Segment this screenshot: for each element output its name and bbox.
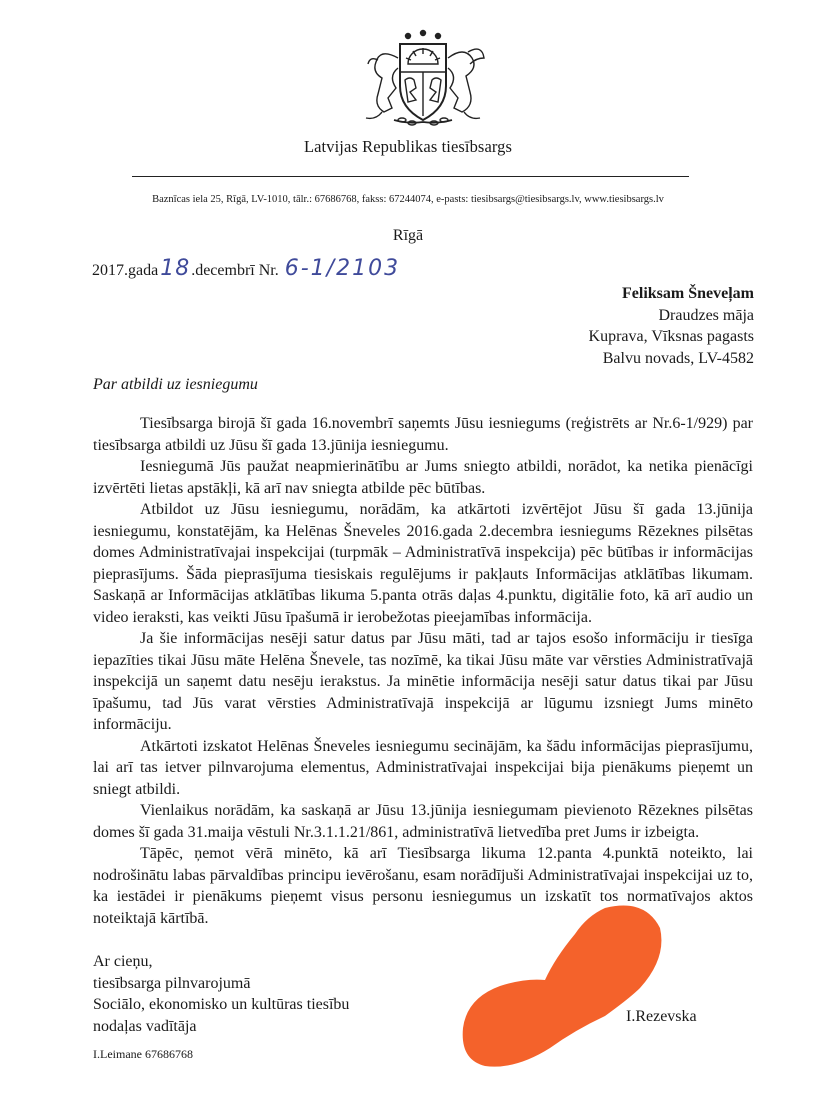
recipient-address-line: Balvu novads, LV-4582: [602, 349, 754, 367]
handwritten-reference-number: 6-1/2103: [284, 256, 401, 281]
recipient-address: [589, 283, 754, 369]
date-year: 2017.gada: [92, 262, 159, 279]
organization-name: Latvijas Republikas tiesībsargs: [303, 137, 513, 156]
letter-subject: Par atbildi uz iesniegumu: [93, 376, 258, 393]
organization-contact-line: Baznīcas iela 25, Rīgā, LV-1010, tālr.: 67686768, fakss: 67244074, e-pasts: tiesibsargs@tiesibsargs.lv, www.tiesibsargs.lv: [152, 194, 664, 205]
body-paragraph: Tāpēc, ņemot vērā minēto, kā arī Tiesībsarga likuma 12.panta 4.punktā noteikto, lai nodrošinātu labas pārvaldības principu ievērošanu, esam norādījuši Administratīvajai inspekcijai uz to, ka iestādei ir pienākums pieņemt visus personu iesniegumus un izskatīt tos normatīvajos aktos noteiktajā kārtībā.: [93, 845, 753, 927]
closing-line: Ar cieņu,: [93, 953, 153, 970]
recipient-address-line: Kuprava, Vīksnas pagasts: [588, 328, 754, 345]
body-paragraph: Atkārtoti izskatot Helēnas Šneveles iesniegumu secinājām, ka šādu informācijas pieprasījumu, lai arī tas ietver pilnvarojuma elementus, Administratīvajai inspekcijai bija pienākums pieņemt un sniegt atbildi.: [93, 737, 753, 798]
closing-block: [93, 951, 349, 1037]
body-paragraph: Atbildot uz Jūsu iesniegumu, norādām, ka atkārtoti izvērtējot Jūsu šī gada 13.jūnija iesniegumu, konstatējām, ka Helēnas Šneveles 2016.gada 2.decembra iesniegums Rēzeknes pilsētas domes Administratīvajai inspekcijai (turpmāk – Administratīvā inspekcija) pēc būtības ir informācijas pieprasījums. Šāda pieprasījuma tiesiskais regulējums ir pakļauts Informācijas atklātības likumam. Saskaņā ar Informācijas atklātības likuma 5.panta otrās daļas 4.punktu, digitālie foto, kā arī audio un video ieraksti, kas veikti Jūsu īpašumā ir ierobežotas pieejamības informācija.: [93, 501, 753, 626]
recipient-address-line: Draudzes māja: [658, 306, 754, 324]
contact-person: I.Leimane 67686768: [93, 1047, 193, 1061]
coat-of-arms-of-latvia-icon: [358, 28, 488, 130]
recipient-name: Feliksam Šneveļam: [622, 285, 754, 302]
signer-name: I.Rezevska: [626, 1008, 697, 1025]
letter-city: Rīgā: [392, 227, 424, 244]
body-paragraph: Tiesībsarga birojā šī gada 16.novembrī saņemts Jūsu iesniegums (reģistrēts ar Nr.6-1/929) par tiesībsarga atbildi uz Jūsu šī gada 13.jūnija iesniegumu.: [93, 415, 753, 454]
closing-line: Sociālo, ekonomisko un kultūras tiesību: [93, 996, 350, 1013]
handwritten-day: 18: [160, 256, 191, 281]
signature-redaction-mark: [455, 898, 665, 1078]
date-month-label: .decembrī Nr.: [191, 262, 279, 279]
header-divider: [132, 176, 689, 177]
closing-line: nodaļas vadītāja: [93, 1017, 197, 1035]
closing-line: tiesībsarga pilnvarojumā: [93, 974, 251, 992]
body-paragraph: Vienlaikus norādām, ka saskaņā ar Jūsu 13.jūnija iesniegumam pievienoto Rēzeknes pilsētas domes šī gada 31.maija vēstuli Nr.3.1.1.21/861, administratīvā lietvedība pret Jums ir izbeigta.: [93, 802, 753, 841]
date-and-number-line: [92, 256, 400, 281]
letter-body: [93, 413, 753, 929]
body-paragraph: Iesniegumā Jūs paužat neapmierinātību ar Jums sniegto atbildi, norādot, ka netika pienācīgi izvērtēti lietas apstākļi, kā arī nav sniegta atbilde pēc būtības.: [93, 458, 753, 497]
body-paragraph: Ja šie informācijas nesēji satur datus par Jūsu māti, tad ar tajos esošo informāciju ir tiesīga iepazīties tikai Jūsu māte Helēna Šnevele, tas nozīmē, ka tikai Jūsu māte var vērsties Administratīvajā inspekcijā un saņemt datu nesēju ierakstus. Ja minētie informācija nesēji satur datus tikai par Jūsu īpašumu, tad Jūs varat vērsties Administratīvajā inspekcijā ar lūgumu izsniegt Jums minēto informāciju.: [93, 630, 753, 733]
